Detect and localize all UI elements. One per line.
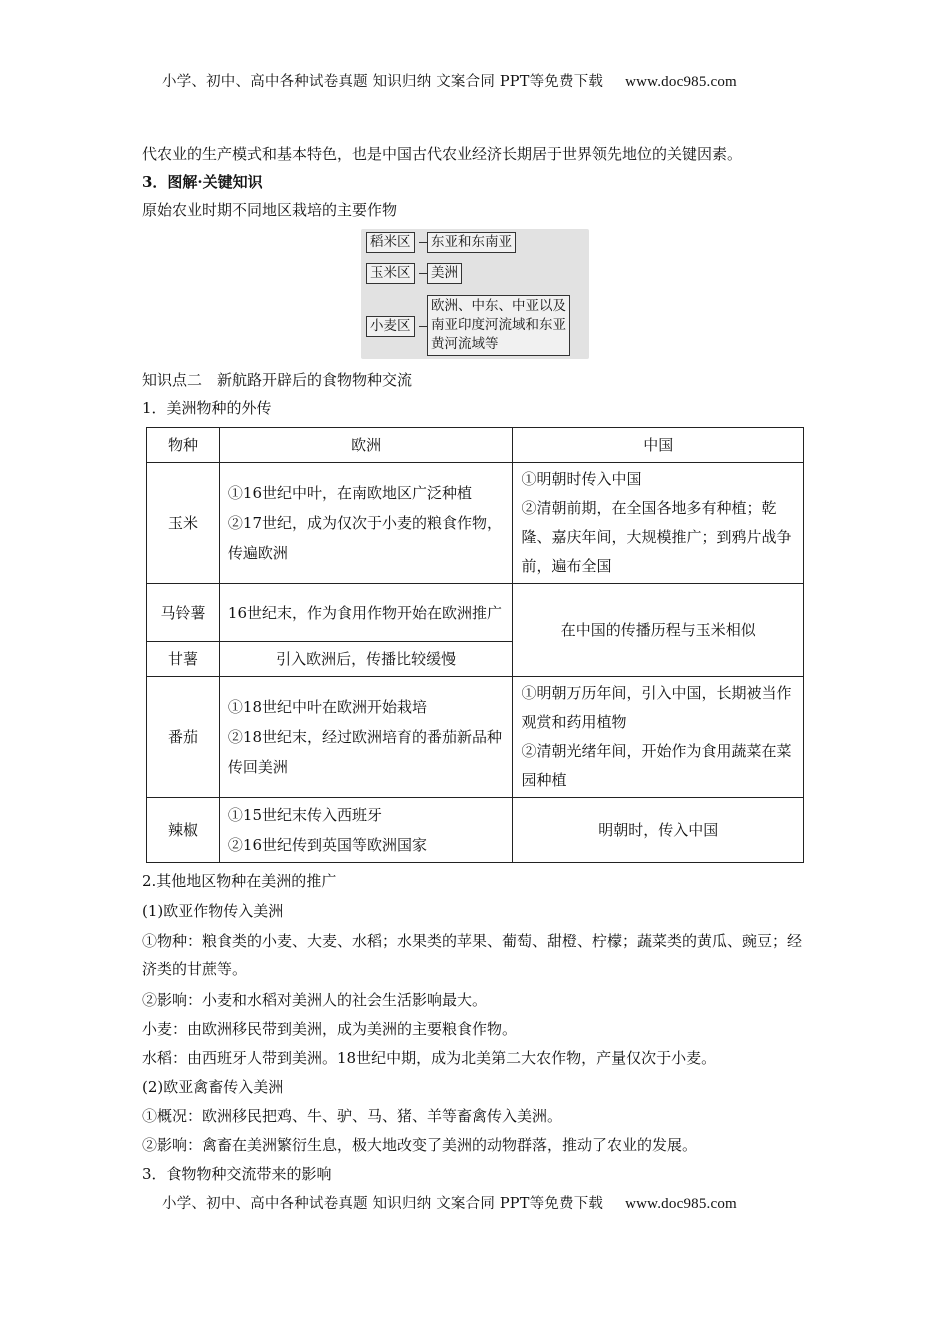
- tomato-europe-line: ①18世纪中叶在欧洲开始栽培: [227, 698, 428, 716]
- page-footer: [162, 1192, 737, 1213]
- header-europe: 欧洲: [219, 428, 513, 463]
- table-row-pepper: [147, 798, 804, 863]
- corn-zone-label: 玉米区: [366, 263, 415, 284]
- p1-rice: 水稻：由西班牙人带到美洲。18世纪中期，成为北美第二大农作物，产量仅次于小麦。: [142, 1049, 717, 1067]
- wheat-region-line: 欧洲、中东、中亚以及: [431, 298, 566, 314]
- diagram-caption: 原始农业时期不同地区栽培的主要作物: [142, 201, 398, 219]
- tomato-europe: [219, 677, 513, 798]
- pepper-name: 辣椒: [147, 798, 220, 863]
- sweet-potato-name: 甘薯: [147, 642, 220, 677]
- potato-name: 马铃薯: [147, 584, 220, 642]
- tomato-china-line: ①明朝万历年间，引入中国，长期被当作观赏和药用植物: [521, 684, 792, 731]
- rice-region: 东亚和东南亚: [427, 232, 516, 253]
- corn-region: 美洲: [427, 263, 462, 284]
- corn-europe-line: ②17世纪，成为仅次于小麦的粮食作物，传遍欧洲: [227, 514, 503, 562]
- page-header: [162, 70, 737, 91]
- pepper-europe: [219, 798, 513, 863]
- p2-overview: ①概况：欧洲移民把鸡、牛、驴、马、猪、羊等畜禽传入美洲。: [142, 1107, 563, 1125]
- p2-title: (2)欧亚禽畜传入美洲: [142, 1078, 284, 1096]
- p1-species: ①物种：粮食类的小麦、大麦、水稻；水果类的苹果、葡萄、甜橙、柠檬；蔬菜类的黄瓜、豌豆；经济类的甘蔗等。: [142, 932, 803, 978]
- corn-name: 玉米: [147, 463, 220, 584]
- corn-connector: [419, 273, 427, 274]
- corn-europe-line: ①16世纪中叶，在南欧地区广泛种植: [227, 484, 473, 502]
- table-row-potato: [147, 584, 804, 642]
- wheat-region-line: 南亚印度河流域和东亚: [431, 317, 566, 333]
- sub2-title: 2.其他地区物种在美洲的推广: [142, 872, 337, 890]
- header-species: 物种: [147, 428, 220, 463]
- table-row-corn: [147, 463, 804, 584]
- sub3-title: 3．食物物种交流带来的影响: [142, 1165, 332, 1183]
- potato-sweetpotato-china: 在中国的传播历程与玉米相似: [513, 584, 804, 677]
- table-header-row: [147, 428, 804, 463]
- table-row-tomato: [147, 677, 804, 798]
- corn-europe: [219, 463, 513, 584]
- potato-europe: [219, 584, 513, 642]
- footer-text: 小学、初中、高中各种试卷真题 知识归纳 文案合同 PPT等免费下载: [162, 1196, 604, 1212]
- footer-site-link[interactable]: www.doc985.com: [625, 1196, 737, 1212]
- wheat-zone-label: 小麦区: [366, 316, 415, 337]
- rice-connector: [419, 242, 427, 243]
- corn-china: [513, 463, 804, 584]
- wheat-region-line: 黄河流域等: [431, 336, 499, 352]
- p2-impact: ②影响：禽畜在美洲繁衍生息，极大地改变了美洲的动物群落，推动了农业的发展。: [142, 1136, 698, 1154]
- intro-line: 代农业的生产模式和基本特色，也是中国古代农业经济长期居于世界领先地位的关键因素。: [142, 145, 743, 163]
- corn-china-line: ①明朝时传入中国: [521, 470, 642, 488]
- p1-impact: ②影响：小麦和水稻对美洲人的社会生活影响最大。: [142, 991, 488, 1009]
- p1-title: (1)欧亚作物传入美洲: [142, 902, 284, 920]
- rice-zone-label: 稻米区: [366, 232, 415, 253]
- header-china: 中国: [513, 428, 804, 463]
- section3-title: 3．图解·关键知识: [142, 173, 263, 191]
- tomato-europe-line: ②18世纪末，经过欧洲培育的番茄新品种传回美洲: [227, 728, 503, 776]
- tomato-china-line: ②清朝光绪年间，开始作为食用蔬菜在菜园种植: [521, 742, 792, 789]
- sweet-potato-europe: 引入欧洲后，传播比较缓慢: [219, 642, 513, 677]
- corn-china-line: ②清朝前期，在全国各地多有种植；乾隆、嘉庆年间，大规模推广；到鸦片战争前，遍布全国: [521, 499, 792, 575]
- header-site-link[interactable]: www.doc985.com: [625, 74, 737, 90]
- knowledge-point-2-title: 知识点二 新航路开辟后的食物物种交流: [142, 371, 413, 389]
- header-text: 小学、初中、高中各种试卷真题 知识归纳 文案合同 PPT等免费下载: [162, 74, 604, 90]
- species-spread-table: [146, 427, 804, 863]
- crop-region-diagram: [361, 229, 589, 359]
- pepper-europe-line: ②16世纪传到英国等欧洲国家: [227, 836, 428, 854]
- sub1-title: 1．美洲物种的外传: [142, 399, 272, 417]
- wheat-region: [427, 295, 570, 356]
- wheat-connector: [419, 326, 427, 327]
- pepper-china: 明朝时，传入中国: [513, 798, 804, 863]
- p1-wheat: 小麦：由欧洲移民带到美洲，成为美洲的主要粮食作物。: [142, 1020, 518, 1038]
- tomato-name: 番茄: [147, 677, 220, 798]
- tomato-china: [513, 677, 804, 798]
- potato-europe-text: 16世纪末，作为食用作物开始在欧洲推广: [227, 603, 503, 622]
- pepper-europe-line: ①15世纪末传入西班牙: [227, 806, 383, 824]
